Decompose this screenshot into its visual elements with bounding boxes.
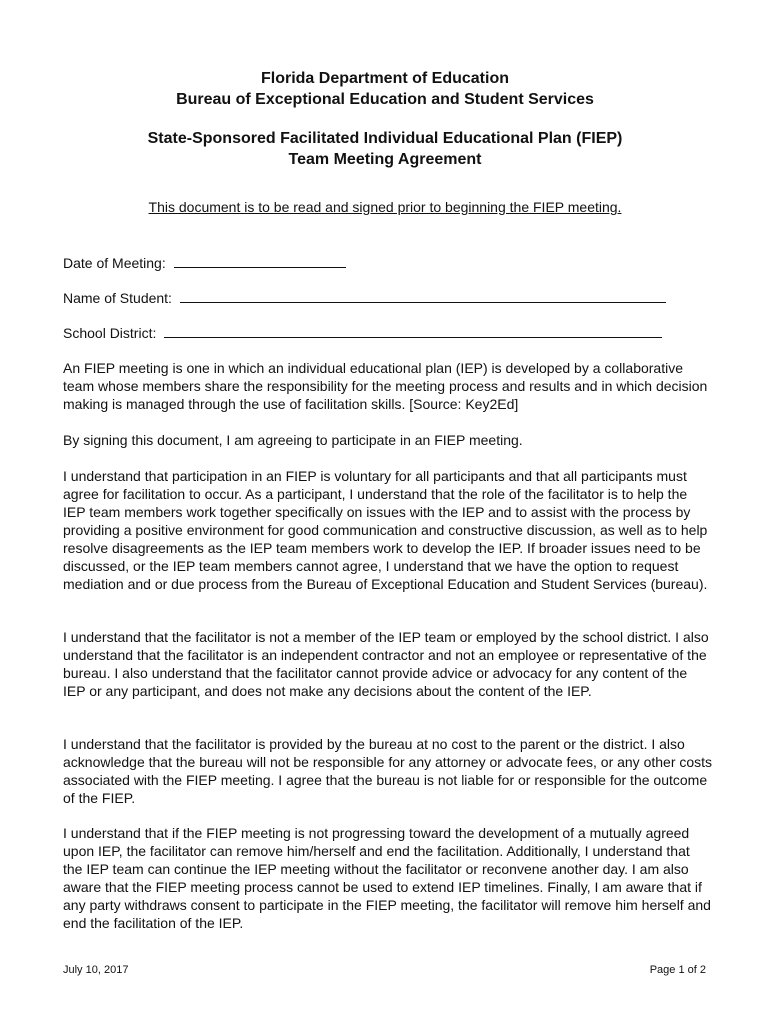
school-district-field bbox=[63, 323, 662, 341]
agency-header bbox=[0, 68, 770, 110]
date-of-meeting-label: Date of Meeting: bbox=[63, 255, 166, 271]
document-title-line1: State-Sponsored Facilitated Individual Educational Plan (FIEP) bbox=[147, 130, 623, 147]
date-of-meeting-field bbox=[63, 253, 346, 271]
date-of-meeting-blank[interactable] bbox=[174, 253, 346, 268]
student-name-blank[interactable] bbox=[180, 288, 666, 303]
document-title-line2: Team Meeting Agreement bbox=[288, 151, 482, 168]
student-name-label: Name of Student: bbox=[63, 290, 172, 306]
agreement-statement-paragraph: By signing this document, I am agreeing to participate in an FIEP meeting. bbox=[63, 432, 523, 448]
school-district-label: School District: bbox=[63, 325, 157, 341]
fiep-definition-paragraph: An FIEP meeting is one in which an individual educational plan (IEP) is developed by a collaborative team whose members share the responsibility for the meeting process and results and in which decision making is managed through the use of facilitation skills. [Source: Key2Ed] bbox=[63, 360, 708, 412]
department-title: Florida Department of Education bbox=[260, 70, 509, 87]
document-title bbox=[0, 128, 770, 170]
facilitator-role-paragraph: I understand that the facilitator is not a member of the IEP team or employed by the school district. I also understand that the facilitator is an independent contractor and not an employee or representative of the bureau. I also understand that the facilitator cannot provide advice or advocacy for any content of the IEP or any participant, and does not make any decisions about the content of the IEP. bbox=[63, 629, 709, 699]
bureau-title: Bureau of Exceptional Education and Student Services bbox=[176, 91, 594, 108]
school-district-blank[interactable] bbox=[164, 323, 662, 338]
signing-notice: This document is to be read and signed prior to beginning the FIEP meeting. bbox=[148, 199, 622, 215]
cost-liability-paragraph: I understand that the facilitator is provided by the bureau at no cost to the parent or the district. I also acknowledge that the bureau will not be responsible for any attorney or advocate fees, or any other costs associated with the FIEP meeting. I agree that the bureau is not liable for or responsible for the outcome of the FIEP. bbox=[63, 736, 713, 806]
voluntary-participation-paragraph: I understand that participation in an FIEP is voluntary for all participants and that all participants must agree for facilitation to occur. As a participant, I understand that the role of the facilitator is to help the IEP team members work together specifically on issues with the IEP and to assist with the process by providing a positive environment for good communication and constructive discussion, as well as to help resolve disagreements as the IEP team members work to develop the IEP. If broader issues need to be discussed, or the IEP team members cannot agree, I understand that we have the option to request mediation and or due process from the Bureau of Exceptional Education and Student Services (bureau). bbox=[63, 468, 708, 592]
termination-paragraph: I understand that if the FIEP meeting is not progressing toward the development of a mutually agreed upon IEP, the facilitator can remove him/herself and end the facilitation. Additionally, I understand that the IEP team can continue the IEP meeting without the facilitator or reconvene another day. I am also aware that the FIEP meeting process cannot be used to extend IEP timelines. Finally, I am aware that if any party withdraws consent to participate in the FIEP meeting, the facilitator will remove him herself and end the facilitation of the IEP. bbox=[63, 825, 711, 931]
footer-date: July 10, 2017 bbox=[63, 964, 129, 976]
student-name-field bbox=[63, 288, 666, 306]
footer-page-number: Page 1 of 2 bbox=[649, 964, 706, 976]
